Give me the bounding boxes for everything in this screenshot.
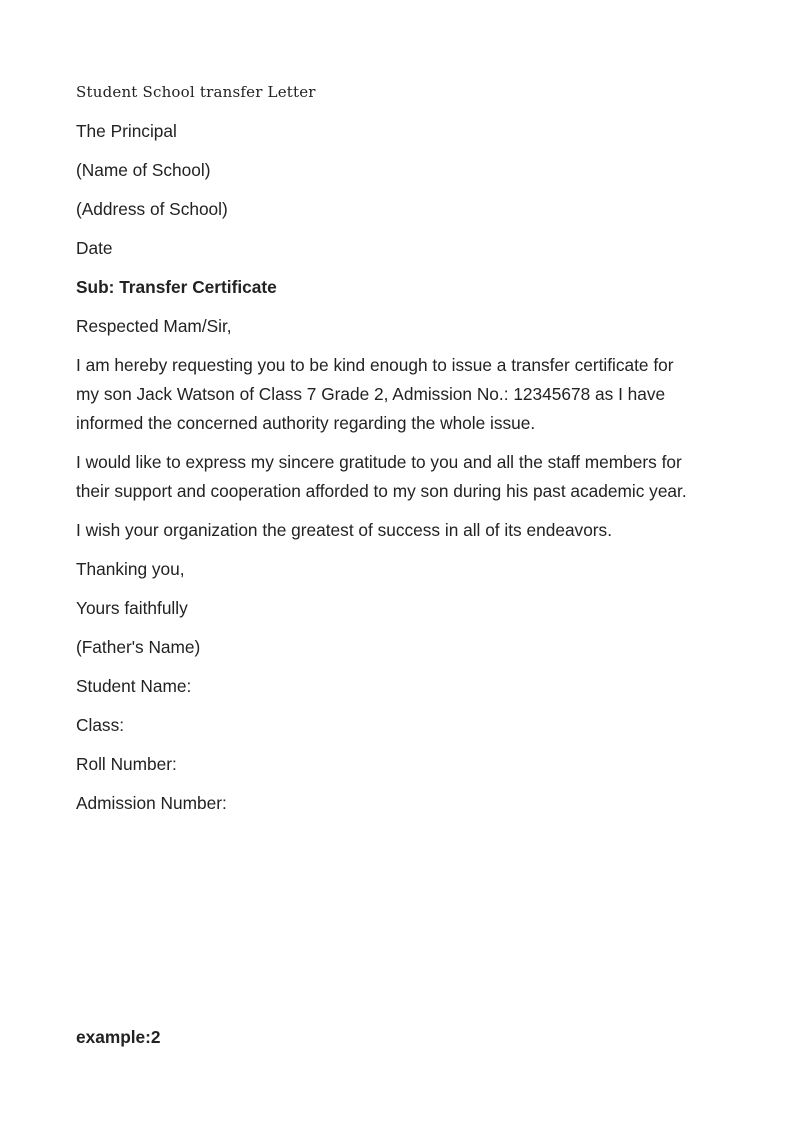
body-paragraph-wishes: I wish your organization the greatest of success in all of its endeavors. — [76, 520, 612, 540]
date-label: Date — [76, 238, 113, 258]
salutation: Respected Mam/Sir, — [76, 316, 232, 336]
paragraph-line: informed the concerned authority regarding the whole issue. — [76, 413, 536, 433]
recipient-school-address: (Address of School) — [76, 199, 228, 219]
example-label: example:2 — [76, 1027, 161, 1047]
recipient-principal: The Principal — [76, 121, 177, 141]
paragraph-line: I am hereby requesting you to be kind enough to issue a transfer certificate for — [76, 355, 674, 375]
paragraph-line: their support and cooperation afforded to my son during his past academic year. — [76, 481, 687, 501]
field-roll-number: Roll Number: — [76, 754, 177, 774]
document-title: Student School transfer Letter — [76, 83, 316, 101]
closing-signoff: Yours faithfully — [76, 598, 188, 618]
field-class: Class: — [76, 715, 125, 735]
sender-name: (Father's Name) — [76, 637, 201, 657]
field-admission-number: Admission Number: — [76, 793, 227, 813]
field-student-name: Student Name: — [76, 676, 192, 696]
closing-thanks: Thanking you, — [76, 559, 185, 579]
recipient-school-name: (Name of School) — [76, 160, 211, 180]
body-paragraph-request — [76, 351, 726, 438]
subject-line: Sub: Transfer Certificate — [76, 277, 277, 297]
body-paragraph-gratitude — [76, 448, 726, 506]
paragraph-line: I would like to express my sincere gratitude to you and all the staff members for — [76, 452, 682, 472]
paragraph-line: my son Jack Watson of Class 7 Grade 2, Admission No.: 12345678 as I have — [76, 384, 666, 404]
